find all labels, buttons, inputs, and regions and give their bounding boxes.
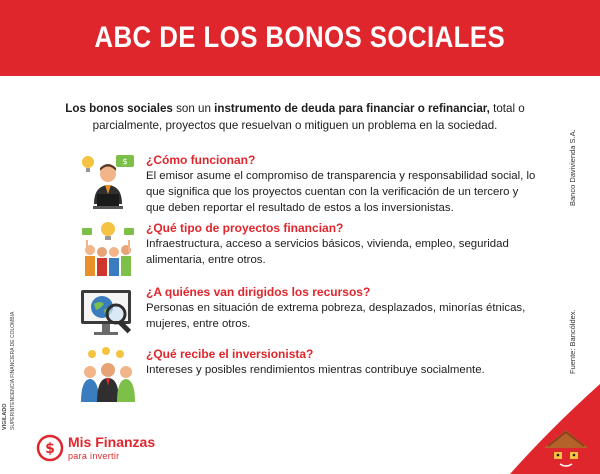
intro-text-2: total o parcialmente, proyectos que resuelvan o mitiguen un problema en la sociedad. — [92, 102, 525, 132]
source-vertical: Fuente: Bancóldex. — [568, 309, 577, 374]
faq-item-recipients — [78, 284, 528, 348]
brand-tagline: para invertir — [68, 451, 120, 461]
mis-finanzas-logo — [36, 432, 156, 468]
dollar-circle-icon — [36, 434, 64, 462]
regulation-label: VIGILADO — [2, 403, 8, 430]
faq-item-how — [78, 152, 536, 216]
item-title: ¿A quiénes van dirigidos los recursos? — [146, 285, 371, 299]
svg-text:$: $ — [45, 441, 55, 457]
crowd-ideas-icon — [78, 220, 138, 280]
house-logo-icon — [540, 424, 592, 472]
item-title: ¿Qué recibe el inversionista? — [146, 347, 314, 361]
intro-bold-subject: Los bonos sociales — [65, 102, 173, 115]
brand-name: Mis Finanzas — [68, 434, 156, 450]
investors-icon — [78, 346, 138, 406]
item-title: ¿Qué tipo de proyectos financian? — [146, 221, 344, 235]
item-title: ¿Cómo funcionan? — [146, 153, 256, 167]
faq-item-investor — [78, 346, 528, 410]
bank-name-vertical: Banco Davivienda S.A. — [568, 129, 577, 206]
item-body: Intereses y posibles rendimientos mientras contribuye socialmente. — [146, 364, 485, 376]
intro-text-1: son un — [172, 102, 215, 115]
header-banner — [0, 0, 600, 76]
person-laptop-icon — [78, 152, 138, 212]
faq-item-projects — [78, 220, 528, 284]
page-title: ABC DE LOS BONOS SOCIALES — [94, 21, 506, 54]
item-body: Infraestructura, acceso a servicios básicos, vivienda, empleo, seguridad alimentaria, entre otros. — [146, 238, 509, 266]
regulation-small: SUPERINTENDENCIA FINANCIERA DE COLOMBIA — [10, 311, 16, 430]
intro-paragraph — [60, 100, 530, 134]
intro-bold-instrument: instrumento de deuda para financiar o refinanciar, — [214, 102, 490, 115]
globe-magnifier-icon — [78, 284, 138, 344]
svg-text:$: $ — [122, 157, 128, 166]
item-body: El emisor asume el compromiso de transparencia y responsabilidad social, lo que significa que los proyectos cuentan con la verificación de un tercero y que deben reportar el resultado de estos a los inversionistas. — [146, 170, 536, 214]
item-body: Personas en situación de extrema pobreza, desplazados, minorías étnicas, mujeres, entre otros. — [146, 302, 526, 330]
